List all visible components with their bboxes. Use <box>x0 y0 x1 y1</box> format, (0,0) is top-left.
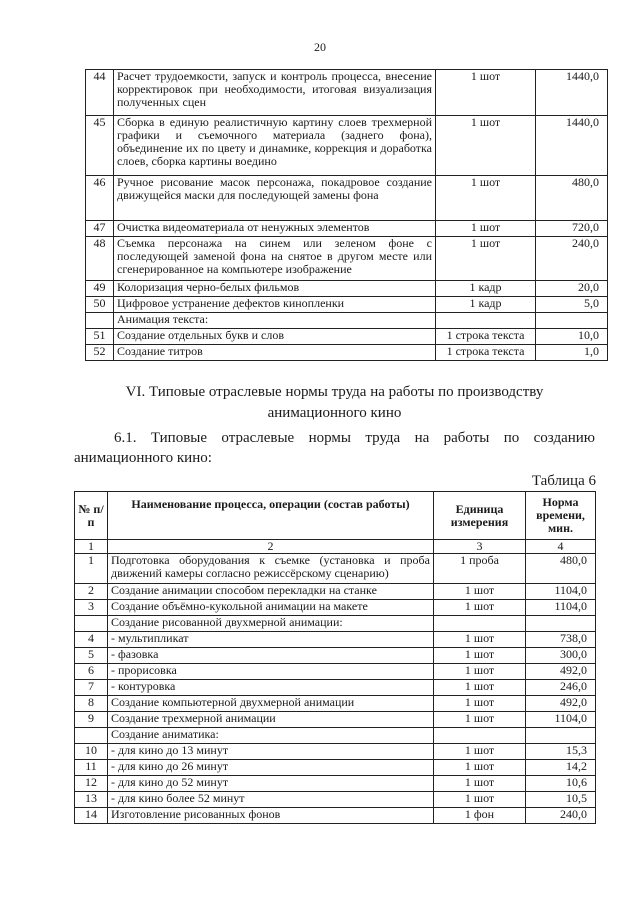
table-row: 9 Создание трехмерной анимации 1 шот 1104,0 <box>75 712 596 728</box>
table-row: 11 - для кино до 26 минут 1 шот 14,2 <box>75 760 596 776</box>
table-row: 47 Очистка видеоматериала от ненужных элементов 1 шот 720,0 <box>86 221 608 237</box>
table-section-row: Создание рисованной двухмерной анимации: <box>75 616 596 632</box>
header-num: № п/п <box>75 492 108 540</box>
table-row: 12 - для кино до 52 минут 1 шот 10,6 <box>75 776 596 792</box>
table-row: 48 Съемка персонажа на синем или зеленом фоне с последующей заменой фона на снятое в другом месте или сгенерированное на компьютере изображение 1 шот 240,0 <box>86 237 608 281</box>
table-row: 44 Расчет трудоемкости, запуск и контроль процесса, внесение корректировок при необходимости, итоговая визуализация полученных сцен 1 шот 1440,0 <box>86 70 608 116</box>
page-number: 20 <box>314 40 326 54</box>
table-row: 3 Создание объёмно-кукольной анимации на макете 1 шот 1104,0 <box>75 600 596 616</box>
table-row: 7 - контуровка 1 шот 246,0 <box>75 680 596 696</box>
table-header-row <box>75 492 596 540</box>
table-row: 13 - для кино более 52 минут 1 шот 10,5 <box>75 792 596 808</box>
section-heading-line1: VI. Типовые отраслевые нормы труда на работы по производству <box>125 384 544 400</box>
table-row: 2 Создание анимации способом перекладки на станке 1 шот 1104,0 <box>75 584 596 600</box>
table-row: 51 Создание отдельных букв и слов 1 строка текста 10,0 <box>86 329 608 345</box>
table-row: 6 - прорисовка 1 шот 492,0 <box>75 664 596 680</box>
header-time: Норма времени, мин. <box>526 492 596 540</box>
table-row: 5 - фазовка 1 шот 300,0 <box>75 648 596 664</box>
column-number-row: 1 2 3 4 <box>75 540 596 554</box>
table-row: 4 - мультипликат 1 шот 738,0 <box>75 632 596 648</box>
table-row: 52 Создание титров 1 строка текста 1,0 <box>86 345 608 361</box>
section-heading-line2: анимационного кино <box>267 405 402 421</box>
norms-table-continued <box>85 69 608 361</box>
header-unit: Единица измерения <box>434 492 526 540</box>
table-section-row: Анимация текста: <box>86 313 608 329</box>
table-label: Таблица 6 <box>531 473 596 489</box>
table-row: 14 Изготовление рисованных фонов 1 фон 240,0 <box>75 808 596 824</box>
norms-table-6 <box>74 491 596 824</box>
paragraph-line2: анимационного кино: <box>74 450 212 466</box>
table-row: 49 Колоризация черно-белых фильмов 1 кадр 20,0 <box>86 281 608 297</box>
paragraph-line1: 6.1. Типовые отраслевые нормы труда на работы по созданию <box>114 430 595 446</box>
table-row: 10 - для кино до 13 минут 1 шот 15,3 <box>75 744 596 760</box>
table-row: 50 Цифровое устранение дефектов кинопленки 1 кадр 5,0 <box>86 297 608 313</box>
table-row: 45 Сборка в единую реалистичную картину слоев трехмерной графики и съемочного материала (заднего фона), объединение их по цвету и динамике, коррекция и доработка слоев, сборка картины воедино 1 шот 1440,0 <box>86 116 608 176</box>
table-section-row: Создание аниматика: <box>75 728 596 744</box>
table-row: 1 Подготовка оборудования к съемке (установка и проба движений камеры согласно режиссёрскому сценарию) 1 проба 480,0 <box>75 554 596 584</box>
header-name: Наименование процесса, операции (состав работы) <box>108 492 434 540</box>
table-row: 46 Ручное рисование масок персонажа, покадровое создание движущейся маски для последующей замены фона 1 шот 480,0 <box>86 176 608 221</box>
table-row: 8 Создание компьютерной двухмерной анимации 1 шот 492,0 <box>75 696 596 712</box>
